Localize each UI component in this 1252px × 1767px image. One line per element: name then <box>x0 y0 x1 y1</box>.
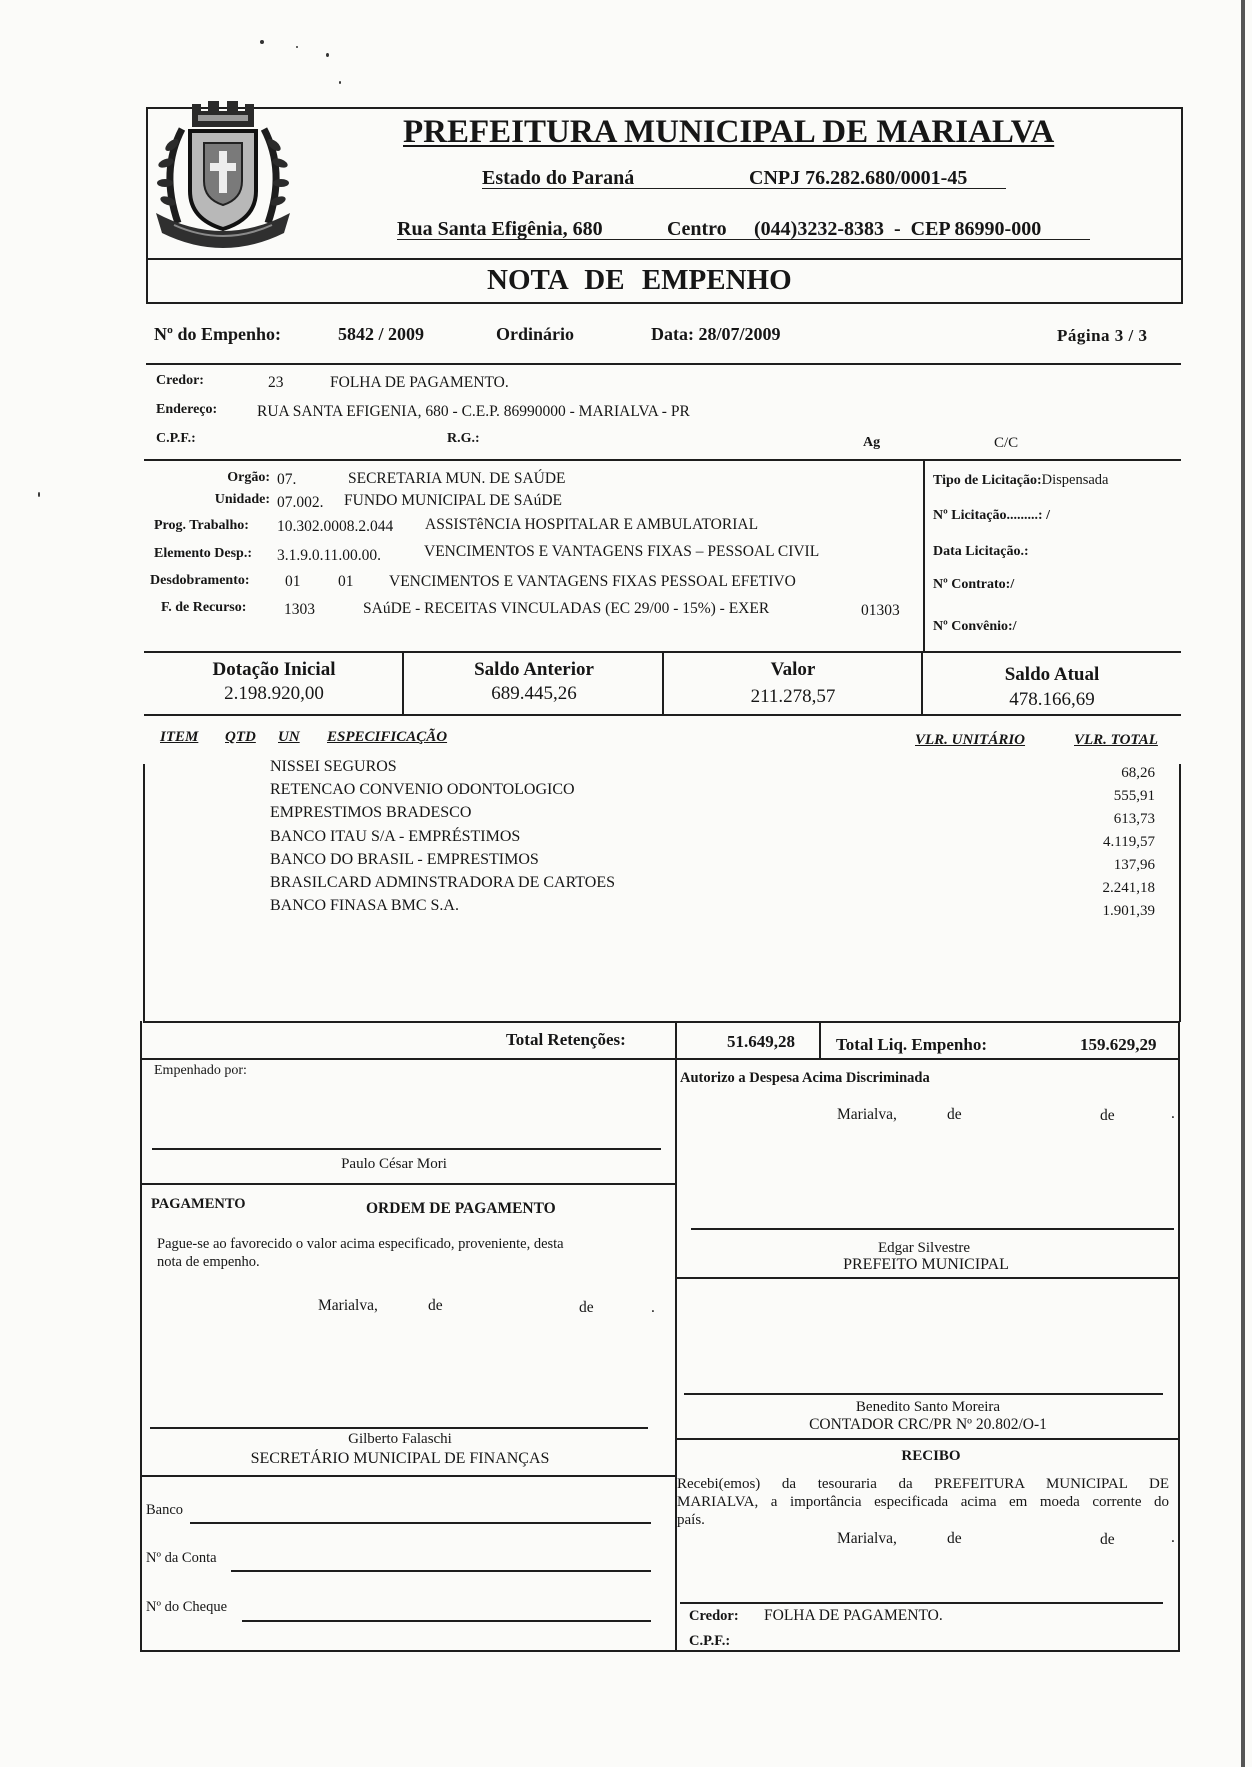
recibo-title: RECIBO <box>901 1448 961 1464</box>
prog-trabalho-label: Prog. Trabalho: <box>154 518 249 533</box>
scan-speck <box>260 40 264 44</box>
date-dot: . <box>651 1299 655 1316</box>
empenho-date: Data: 28/07/2009 <box>651 324 781 344</box>
date-de: de <box>947 1106 962 1123</box>
recurso-name: SAúDE - RECEITAS VINCULADAS (EC 29/00 - 15%) - EXER <box>363 600 770 617</box>
unidade-name: FUNDO MUNICIPAL DE SAúDE <box>344 492 563 509</box>
banco-line <box>190 1522 651 1524</box>
licitacao-tipo-label: Tipo de Licitação: <box>933 473 1042 488</box>
rule-line <box>140 1475 676 1477</box>
item-spec: BANCO FINASA BMC S.A. <box>270 897 459 914</box>
saldo-anterior-label: Saldo Anterior <box>474 659 594 680</box>
secretario-title: SECRETÁRIO MUNICIPAL DE FINANÇAS <box>250 1450 550 1467</box>
elemento-label: Elemento Desp.: <box>154 546 252 561</box>
elemento-code: 3.1.9.0.11.00.00. <box>277 547 382 564</box>
page-title: PREFEITURA MUNICIPAL DE MARIALVA <box>403 114 1055 150</box>
secretario-name: Gilberto Falaschi <box>348 1431 452 1447</box>
rule-line <box>144 714 1181 716</box>
signature-line <box>152 1148 661 1150</box>
item-total: 137,96 <box>1113 857 1155 873</box>
district: Centro <box>667 218 727 240</box>
cc-label: C/C <box>994 435 1019 451</box>
item-spec: RETENCAO CONVENIO ODONTOLOGICO <box>270 781 575 798</box>
rule-line <box>144 459 1181 461</box>
rule-line <box>143 1021 1180 1023</box>
col-un: UN <box>278 729 300 745</box>
desdobramento-name: VENCIMENTOS E VANTAGENS FIXAS PESSOAL EFETIVO <box>389 573 796 590</box>
signature-line <box>150 1427 648 1429</box>
item-spec: NISSEI SEGUROS <box>270 758 397 775</box>
document-title: NOTA DE EMPENHO <box>487 264 792 296</box>
place: Marialva, <box>318 1297 378 1314</box>
recibo-cpf-label: C.P.F.: <box>689 1633 731 1649</box>
place: Marialva, <box>837 1530 897 1547</box>
empenho-number: 5842 / 2009 <box>338 324 425 344</box>
recurso-extra-code: 01303 <box>861 602 900 619</box>
cnpj: CNPJ 76.282.680/0001-45 <box>749 167 968 189</box>
scan-speck <box>339 81 341 84</box>
orgao-name: SECRETARIA MUN. DE SAÚDE <box>348 470 566 487</box>
rule-line <box>923 459 925 652</box>
orgao-code: 07. <box>277 471 297 488</box>
street: Rua Santa Efigênia, 680 <box>397 218 603 240</box>
signature-line <box>680 1602 1163 1604</box>
saldo-atual-value: 478.166,69 <box>1009 689 1095 710</box>
ag-label: Ag <box>863 435 881 450</box>
banco-label: Banco <box>146 1502 184 1518</box>
date-de: de <box>947 1530 962 1547</box>
signature-line <box>684 1393 1163 1395</box>
unidade-label: Unidade: <box>214 492 270 507</box>
autorizo-title: Autorizo a Despesa Acima Discriminada <box>680 1070 930 1086</box>
valor-value: 211.278,57 <box>750 686 836 707</box>
date-dot: . <box>1171 1529 1175 1546</box>
orgao-label: Orgão: <box>227 470 270 485</box>
coat-of-arms-svg <box>152 101 294 259</box>
rule-line <box>143 764 145 1022</box>
rule-line <box>140 1183 676 1185</box>
scan-speck <box>326 53 329 57</box>
address-label: Endereço: <box>156 402 218 417</box>
rule-line <box>140 1058 1180 1060</box>
saldo-anterior-value: 689.445,26 <box>491 683 577 704</box>
item-spec: BRASILCARD ADMINSTRADORA DE CARTOES <box>270 874 616 891</box>
phone-cep: (044)3232-8383 - CEP 86990-000 <box>754 218 1042 240</box>
empenhado-name: Paulo César Mori <box>341 1156 447 1172</box>
rule-line <box>146 363 1181 365</box>
empenhado-label: Empenhado por: <box>154 1063 247 1078</box>
unidade-code: 07.002. <box>277 494 324 511</box>
prog-trabalho-code: 10.302.0008.2.044 <box>277 518 394 535</box>
date-de: de <box>428 1297 443 1314</box>
rule-line <box>1179 764 1181 1022</box>
dotacao-inicial-value: 2.198.920,00 <box>224 683 324 704</box>
conta-label: Nº da Conta <box>146 1550 217 1566</box>
item-spec: BANCO DO BRASIL - EMPRESTIMOS <box>270 851 539 868</box>
scan-speck <box>296 46 298 48</box>
col-qtd: QTD <box>225 729 256 745</box>
ordem-text-line: nota de empenho. <box>157 1254 260 1270</box>
prog-trabalho-name: ASSISTêNCIA HOSPITALAR E AMBULATORIAL <box>425 516 759 533</box>
contador-title: CONTADOR CRC/PR Nº 20.802/O-1 <box>809 1416 1047 1433</box>
dotacao-inicial-label: Dotação Inicial <box>212 659 336 680</box>
licitacao-tipo <box>933 472 1108 488</box>
elemento-name: VENCIMENTOS E VANTAGENS FIXAS – PESSOAL CIVIL <box>424 543 820 560</box>
ordem-text-line: Pague-se ao favorecido o valor acima especificado, proveniente, desta <box>157 1236 564 1252</box>
valor-label: Valor <box>770 659 816 680</box>
prefeito-name: Edgar Silvestre <box>877 1240 971 1256</box>
scan-edge <box>1241 0 1245 1767</box>
conta-line <box>231 1570 651 1572</box>
item-total: 613,73 <box>1113 811 1155 827</box>
recibo-text-line: Recebi(emos) da tesouraria da PREFEITURA MUNICIPAL DE <box>677 1476 1169 1492</box>
creditor-name: FOLHA DE PAGAMENTO. <box>330 374 509 391</box>
rule-line <box>675 1021 677 1651</box>
date-dot: . <box>1171 1105 1175 1122</box>
signature-line <box>691 1228 1174 1230</box>
recibo-text-line: MARIALVA, a importância especificada acima em moeda corrente do <box>677 1494 1169 1510</box>
desdobramento-label: Desdobramento: <box>150 573 250 588</box>
convenio-number: Nº Convênio:/ <box>933 619 1017 634</box>
recurso-code: 1303 <box>284 601 315 618</box>
item-total: 555,91 <box>1113 788 1155 804</box>
recurso-label: F. de Recurso: <box>161 600 247 615</box>
recibo-credor-name: FOLHA DE PAGAMENTO. <box>764 1607 943 1624</box>
licitacao-numero: Nº Licitação.........: / <box>933 508 1050 523</box>
creditor-label: Credor: <box>156 373 204 388</box>
rule-line <box>140 1021 142 1651</box>
item-total: 4.119,57 <box>1103 834 1155 850</box>
total-liquido-label: Total Liq. Empenho: <box>836 1035 987 1054</box>
state-name: Estado do Paraná <box>482 167 635 189</box>
desdobramento-code-1: 01 <box>285 573 301 590</box>
total-liquido-value: 159.629,29 <box>1080 1035 1157 1054</box>
coat-of-arms-icon <box>152 101 294 259</box>
item-spec: EMPRESTIMOS BRADESCO <box>270 804 472 821</box>
contrato-number: Nº Contrato:/ <box>933 577 1015 592</box>
rule-line <box>675 1277 1180 1279</box>
rule-line <box>819 1021 821 1059</box>
address-line <box>397 217 1090 240</box>
creditor-address: RUA SANTA EFIGENIA, 680 - C.E.P. 86990000 - MARIALVA - PR <box>257 403 690 420</box>
ordem-pagamento-title: ORDEM DE PAGAMENTO <box>366 1200 556 1217</box>
place: Marialva, <box>837 1106 897 1123</box>
item-spec: BANCO ITAU S/A - EMPRÉSTIMOS <box>270 828 521 845</box>
col-item: ITEM <box>160 729 199 745</box>
rule-line <box>675 1438 1180 1440</box>
total-retencoes-label: Total Retenções: <box>506 1030 626 1049</box>
col-total: VLR. TOTAL <box>1074 732 1158 748</box>
item-total: 68,26 <box>1121 765 1155 781</box>
prefeito-title: PREFEITO MUNICIPAL <box>843 1256 1009 1273</box>
date-de: de <box>579 1299 594 1316</box>
saldo-atual-label: Saldo Atual <box>1004 664 1100 685</box>
scan-speck <box>38 492 40 497</box>
cpf-label: C.P.F.: <box>156 431 196 446</box>
total-retencoes-value: 51.649,28 <box>727 1032 795 1051</box>
desdobramento-code-2: 01 <box>338 573 354 590</box>
licitacao-data: Data Licitação.: <box>933 544 1029 559</box>
state-cnpj-line <box>482 166 1006 189</box>
cheque-label: Nº do Cheque <box>146 1599 228 1615</box>
date-de: de <box>1100 1531 1115 1548</box>
rule-line <box>140 1650 1180 1652</box>
col-spec: ESPECIFICAÇÃO <box>327 729 448 745</box>
date-de: de <box>1100 1107 1115 1124</box>
col-unit-price: VLR. UNITÁRIO <box>915 732 1026 748</box>
cheque-line <box>242 1620 651 1622</box>
creditor-code: 23 <box>268 374 284 391</box>
item-total: 2.241,18 <box>1102 880 1155 896</box>
recibo-text-line: país. <box>677 1512 705 1528</box>
contador-name: Benedito Santo Moreira <box>855 1399 1001 1415</box>
item-total: 1.901,39 <box>1102 903 1155 919</box>
empenho-number-label: Nº do Empenho: <box>154 324 281 344</box>
rg-label: R.G.: <box>447 431 480 446</box>
recibo-credor-label: Credor: <box>689 1608 739 1624</box>
rule-line <box>1178 1021 1180 1651</box>
pagamento-label: PAGAMENTO <box>151 1196 246 1212</box>
licitacao-tipo-value: Dispensada <box>1041 472 1109 488</box>
header-divider <box>146 258 1183 260</box>
empenho-type: Ordinário <box>496 324 575 344</box>
page-number: Página 3 / 3 <box>1057 326 1148 345</box>
